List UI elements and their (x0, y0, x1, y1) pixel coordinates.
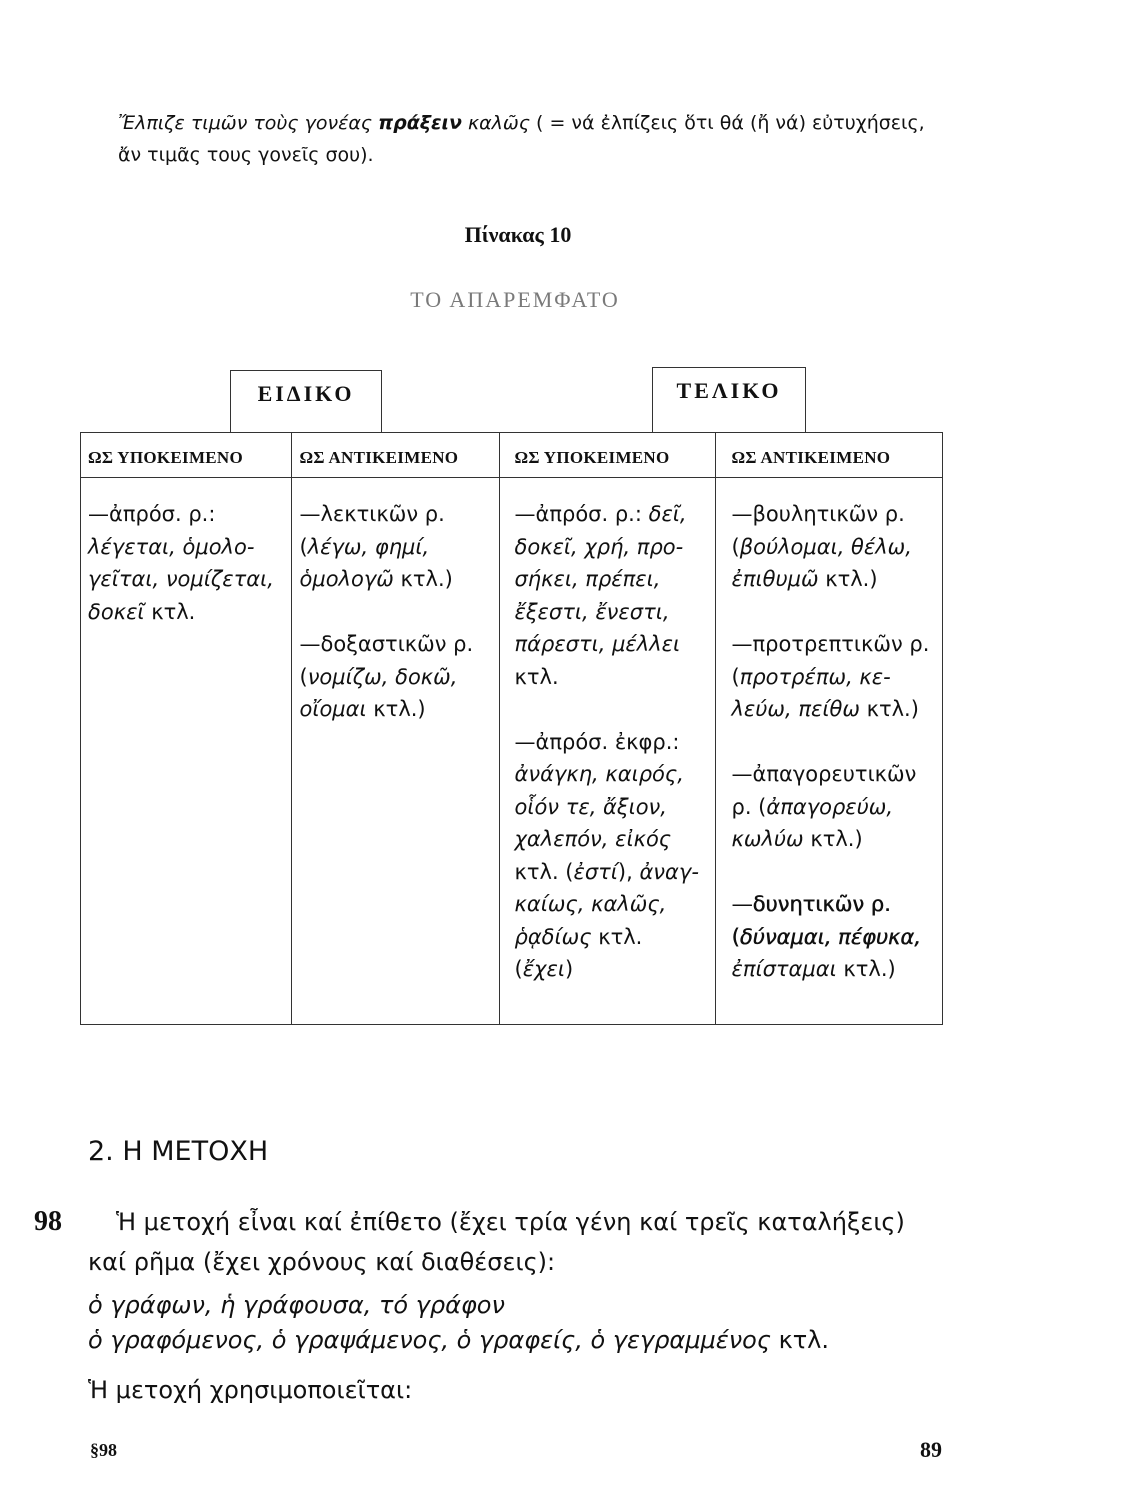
text-run: προτρέπω, κε- (739, 664, 891, 689)
text-run: ῥᾳδίως (514, 924, 592, 949)
group-box-eidiko (230, 370, 382, 433)
text-run: —βουλητικῶν ρ. (731, 502, 905, 526)
intro-translation: ( = νά ἐλπίζεις ὅτι θά (ἤ νά) εὐτυχήσεις, (529, 112, 925, 134)
text-run: κτλ. (591, 924, 643, 949)
text-run: κτλ. ( (514, 859, 574, 884)
text-run: ρ. ( (731, 794, 767, 819)
text-line (732, 758, 943, 791)
line-gap (300, 596, 499, 629)
column-header: ΩΣ ΑΝΤΙΚΕΙΜΕΝΟ (292, 433, 500, 478)
text-line (732, 791, 943, 824)
line-gap (515, 693, 715, 726)
line-gap (732, 596, 943, 629)
intro-example-text-end: καλῶς (461, 112, 530, 134)
text-run: ( (299, 534, 308, 559)
group-box-teliko (652, 367, 806, 433)
text-line (515, 531, 715, 564)
text-line (732, 921, 943, 954)
text-line (88, 563, 291, 596)
text-run: κτλ. (514, 664, 559, 689)
text-line (515, 661, 715, 694)
cell-eidiko-object (292, 478, 500, 1024)
text-line (732, 953, 943, 986)
text-run: λεύω, πείθω (731, 697, 860, 721)
text-run: ( (299, 664, 308, 689)
text-run: —λεκτικῶν ρ. (299, 502, 445, 526)
text-line (88, 596, 291, 629)
text-run: κτλ.) (836, 957, 896, 981)
text-line (515, 596, 715, 629)
text-run: —δοξαστικῶν ρ. (299, 632, 474, 656)
text-line (732, 888, 943, 921)
text-run: ἀναγ- (639, 859, 699, 884)
text-line (300, 693, 499, 726)
text-run: —ἀπρόσ. ρ.: (88, 502, 216, 526)
text-run: κτλ.) (818, 567, 878, 591)
text-run: ( (731, 664, 740, 689)
text-run: δεῖ, (648, 502, 687, 526)
text-line (515, 791, 715, 824)
text-run: πάρεστι, μέλλει (514, 632, 681, 656)
text-line (515, 758, 715, 791)
intro-emphasis-word: πράξειν (378, 112, 462, 134)
page-number: 89 (920, 1437, 942, 1462)
text-run: —ἀπρόσ. ρ.: (514, 502, 649, 526)
paragraph-line: καί ρῆμα (ἔχει χρόνους καί διαθέσεις): (88, 1248, 556, 1276)
text-run: —ἀπαγορευτικῶν (731, 762, 917, 786)
text-run: καίως, καλῶς, (514, 892, 667, 916)
text-run: δοκεῖ, χρή, προ- (514, 534, 684, 559)
text-line (300, 661, 499, 694)
text-line (732, 531, 943, 564)
paragraph-line: Ἡ μετοχή εἶναι καί ἐπίθετο (ἔχει τρία γένη καί τρεῖς καταλήξεις) (116, 1208, 905, 1236)
text-line (732, 628, 943, 661)
text-run: ἔχει (522, 957, 565, 981)
table-subtitle: ΤΟ ΑΠΑΡΕΜΦΑΤΟ (410, 287, 620, 312)
group-label-teliko: ΤΕΛΙΚΟ (676, 378, 782, 403)
text-run: κτλ.) (366, 697, 426, 721)
cell-teliko-subject (500, 478, 716, 1024)
column-header: ΩΣ ΥΠΟΚΕΙΜΕΝΟ (81, 433, 292, 478)
text-run: κτλ.) (859, 697, 919, 721)
text-run: ἐπιθυμῶ (731, 567, 819, 591)
text-run: ( (731, 534, 740, 559)
text-line (515, 726, 715, 759)
text-line (515, 628, 715, 661)
text-line (515, 856, 715, 889)
text-line (88, 498, 291, 531)
text-line (300, 628, 499, 661)
example-line: ὁ γράφων, ἡ γράφουσα, τό γράφον (88, 1291, 505, 1319)
text-line (515, 563, 715, 596)
text-run: βούλομαι, θέλω, (739, 534, 912, 559)
text-run: ἐστί (573, 859, 618, 884)
text-run: ὁμολογῶ (299, 567, 394, 591)
text-run: χαλεπόν, εἰκός (514, 827, 672, 851)
text-run: δοκεῖ (88, 599, 145, 624)
text-line (732, 823, 943, 856)
text-run: κτλ.) (803, 827, 863, 851)
section-heading: 2. Η ΜΕΤΟΧΗ (88, 1136, 269, 1167)
text-run: —προτρεπτικῶν ρ. (731, 632, 930, 656)
text-run: κτλ.) (393, 567, 453, 591)
column-header: ΩΣ ΑΝΤΙΚΕΙΜΕΝΟ (716, 433, 943, 478)
text-line (732, 563, 943, 596)
text-run: οἴομαι (299, 697, 367, 721)
text-run: δύναμαι, πέφυκα, (739, 924, 921, 949)
text-run: ἐπίσταμαι (731, 957, 837, 981)
text-line (732, 693, 943, 726)
text-run: νομίζω, δοκῶ, (307, 664, 458, 689)
example-etc: κτλ. (770, 1326, 829, 1354)
text-run: σήκει, πρέπει, (514, 567, 661, 591)
text-run: γεῖται, νομίζεται, (88, 567, 274, 591)
text-line (515, 498, 715, 531)
cell-teliko-object (716, 478, 943, 1024)
column-header: ΩΣ ΥΠΟΚΕΙΜΕΝΟ (500, 433, 716, 478)
text-run: λέγεται, ὁμολο- (88, 534, 255, 559)
text-line (515, 888, 715, 921)
intro-line-2: ἄν τιμᾶς τους γονεῖς σου). (118, 144, 374, 166)
text-run: κτλ. (144, 599, 196, 624)
text-line (300, 531, 499, 564)
text-run: κωλύω (731, 827, 804, 851)
cell-eidiko-subject (81, 478, 292, 1024)
text-line (515, 953, 715, 986)
text-line (300, 498, 499, 531)
intro-example-text: Ἔλπιζε τιμῶν τοὺς γονέας (118, 112, 379, 134)
text-run: —ἀπρόσ. ἐκφρ.: (514, 729, 680, 754)
example-forms: ὁ γραφόμενος, ὁ γραψάμενος, ὁ γραφείς, ὁ γεγραμμένος (88, 1326, 771, 1354)
text-line (515, 823, 715, 856)
text-run: ἀνάγκη, καιρός, (514, 762, 684, 786)
text-line (732, 498, 943, 531)
text-line (732, 661, 943, 694)
text-line (88, 531, 291, 564)
line-gap (732, 726, 943, 759)
text-run: —δυνητικῶν ρ. (731, 892, 891, 916)
paragraph-line: Ἡ μετοχή χρησιμοποιεῖται: (88, 1376, 413, 1404)
paragraph-number: 98 (34, 1206, 62, 1237)
footer-section-ref: §98 (90, 1440, 117, 1460)
example-line (88, 1322, 829, 1358)
text-run: ), (617, 859, 640, 884)
text-run: ( (731, 924, 740, 949)
text-run: οἷόν τε, ἄξιον, (514, 794, 667, 819)
text-run: ) (564, 957, 574, 981)
intro-line-1 (118, 107, 925, 139)
table-title: Πίνακας 10 (464, 222, 572, 247)
intro-paragraph (118, 107, 925, 171)
text-run: ( (514, 957, 523, 981)
text-run: ἀπαγορεύω, (766, 794, 894, 819)
line-gap (732, 856, 943, 889)
group-label-eidiko: ΕΙΔΙΚΟ (257, 381, 355, 406)
text-line (515, 921, 715, 954)
infinitive-table (80, 432, 943, 1025)
text-run: λέγω, φημί, (307, 534, 430, 559)
text-run: ἔξεστι, ἔνεστι, (514, 599, 670, 624)
text-line (300, 563, 499, 596)
